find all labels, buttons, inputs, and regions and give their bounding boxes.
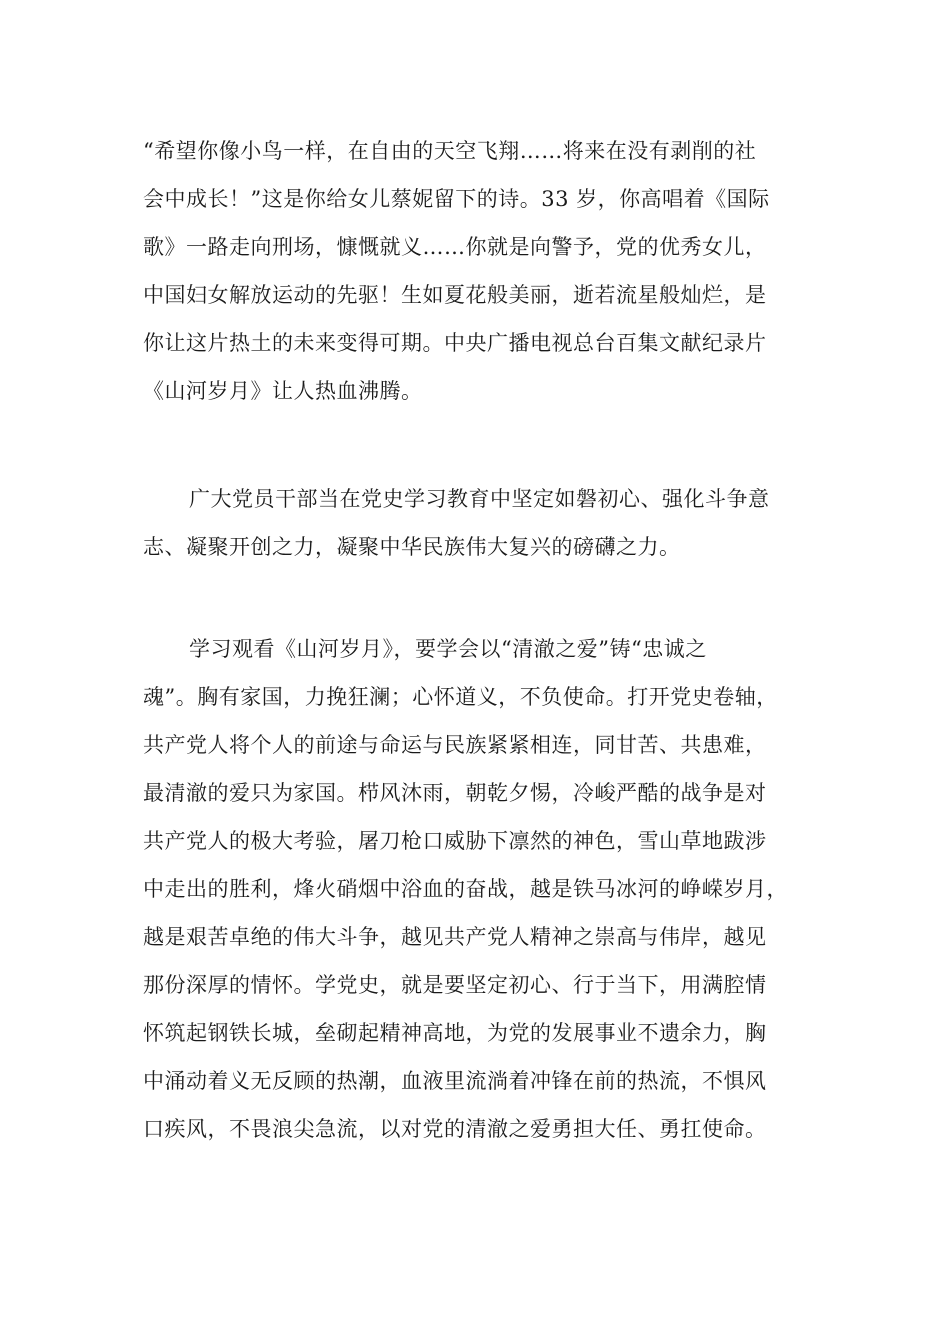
text-line: 共产党人将个人的前途与命运与民族紧紧相连，同甘苦、共患难， xyxy=(143,733,767,757)
text-line: 中走出的胜利，烽火硝烟中浴血的奋战，越是铁马冰河的峥嵘岁月， xyxy=(143,877,788,901)
text-line: 口疾风，不畏浪尖急流，以对党的清澈之爱勇担大任、勇扛使命。 xyxy=(143,1117,767,1141)
text-line: 越是艰苦卓绝的伟大斗争，越见共产党人精神之崇高与伟岸，越见 xyxy=(143,925,767,949)
text-line: 《山河岁月》让人热血沸腾。 xyxy=(143,379,423,403)
paragraph-2 xyxy=(143,475,833,571)
text-line: 中涌动着义无反顾的热潮，血液里流淌着冲锋在前的热流，不惧风 xyxy=(143,1069,767,1093)
text-line: 广大党员干部当在党史学习教育中坚定如磐初心、强化斗争意 xyxy=(189,487,770,511)
text-line: 共产党人的极大考验，屠刀枪口威胁下凛然的神色，雪山草地跋涉 xyxy=(143,829,767,853)
text-line: 会中成长！”这是你给女儿蔡妮留下的诗。33 岁，你高唱着《国际 xyxy=(143,187,770,211)
text-line: 最清澈的爱只为家国。栉风沐雨，朝乾夕惕，冷峻严酷的战争是对 xyxy=(143,781,767,805)
text-line: 歌》一路走向刑场，慷慨就义……你就是向警予，党的优秀女儿， xyxy=(143,235,767,259)
text-line: 那份深厚的情怀。学党史，就是要坚定初心、行于当下，用满腔情 xyxy=(143,973,767,997)
text-line: 志、凝聚开创之力，凝聚中华民族伟大复兴的磅礴之力。 xyxy=(143,535,681,559)
text-line: 怀筑起钢铁长城，垒砌起精神高地，为党的发展事业不遗余力，胸 xyxy=(143,1021,767,1045)
text-line: 学习观看《山河岁月》，要学会以“清澈之爱”铸“忠诚之 xyxy=(189,637,707,661)
text-line: “希望你像小鸟一样，在自由的天空飞翔……将来在没有剥削的社 xyxy=(143,139,757,163)
text-line: 你让这片热土的未来变得可期。中央广播电视总台百集文献纪录片 xyxy=(143,331,767,355)
paragraph-1 xyxy=(143,127,833,415)
paragraph-3 xyxy=(143,625,833,1153)
text-line: 魂”。胸有家国，力挽狂澜；心怀道义，不负使命。打开党史卷轴， xyxy=(143,685,778,709)
text-line: 中国妇女解放运动的先驱！生如夏花般美丽，逝若流星般灿烂，是 xyxy=(143,283,767,307)
